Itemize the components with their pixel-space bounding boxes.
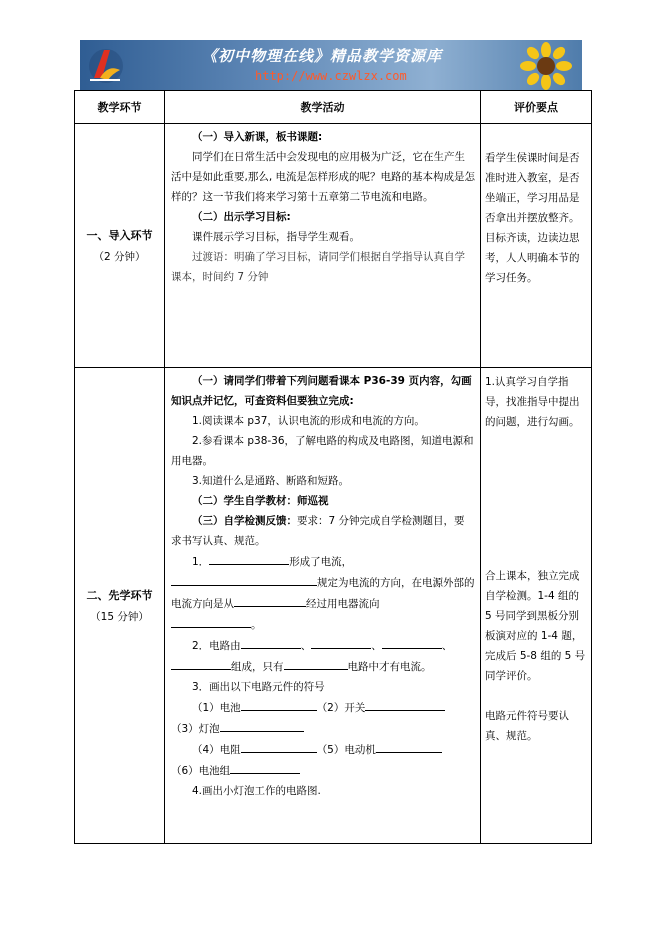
activity-text: 3．画出以下电路元件的符号 (192, 681, 325, 693)
question-text: 。 (251, 619, 262, 631)
stage-time: （15 分钟） (90, 611, 149, 623)
answer-blank (241, 635, 301, 649)
activity-text: 4.画出小灯泡工作的电路图. (192, 785, 321, 797)
fill-blank-question (171, 572, 475, 635)
symbol-label: （5）电动机 (316, 744, 376, 756)
answer-blank (284, 656, 348, 670)
question-text: 规定为电流的方向，在电源外部的电流方向是从 (171, 577, 475, 610)
answer-blank (171, 614, 251, 628)
question-text: 、 (371, 640, 382, 652)
table-header-row (75, 91, 592, 124)
stage-time: （2 分钟） (93, 251, 146, 263)
evaluation-text: 合上课本，独立完成自学检测。1-4 组的 5 号同学到黑板分别板演对应的 1-4 题，完成后 5-8 组的 5 号同学评价。 (485, 570, 586, 682)
site-logo-icon (86, 44, 126, 86)
activity-text: 1.阅读课本 p37，认识电流的形成和电流的方向。 (192, 415, 425, 427)
fill-blank-question (171, 635, 475, 656)
resource-banner (80, 40, 582, 90)
symbol-question (171, 739, 475, 760)
fill-blank-question (171, 656, 475, 677)
activity-text: 3.知道什么是通路、断路和短路。 (192, 475, 350, 487)
activity-text: 要求：7 分钟完成自学检测题目，要求书写认真、规范。 (171, 515, 465, 547)
answer-blank (365, 697, 445, 711)
answer-blank (230, 760, 300, 774)
activity-heading: （一）导入新课，板书课题: (192, 131, 323, 143)
evaluation-text: 电路元件符号要认真、规范。 (485, 710, 569, 742)
symbol-label: （6）电池组 (171, 765, 231, 777)
answer-blank (376, 739, 442, 753)
question-text: 2．电路由 (192, 640, 241, 652)
question-text: 经过用电器流向 (306, 598, 380, 610)
table-row (75, 124, 592, 368)
answer-blank (220, 718, 304, 732)
banner-url[interactable]: http://www.czwlzx.com (255, 69, 407, 83)
header-evaluation: 评价要点 (481, 91, 592, 124)
question-text: 、 (300, 640, 312, 652)
header-stage: 教学环节 (75, 91, 165, 124)
answer-blank (241, 697, 317, 711)
activity-heading: （一）请同学们带着下列问题看课本 P36-39 页内容，勾画知识点并记忆，可查资料但要独立完成: (171, 375, 472, 407)
activity-text: 课件展示学习目标，指导学生观看。 (192, 231, 360, 243)
activity-text: 2.参看课本 p38-36，了解电路的构成及电路图，知道电源和用电器。 (171, 435, 474, 467)
question-text: 组成，只有 (231, 661, 284, 673)
symbol-question (171, 760, 475, 781)
question-text: 电路中才有电流。 (347, 661, 432, 673)
activity-heading: （三）自学检测反馈： (192, 515, 297, 527)
evaluation-text: 1.认真学习自学指导，找准指导中提出的问题，进行勾画。 (485, 376, 580, 428)
answer-blank (311, 635, 371, 649)
answer-blank (209, 551, 289, 565)
question-text: 、 (441, 640, 453, 652)
question-text: 形成了电流， (289, 556, 353, 568)
activity-text (171, 511, 475, 551)
activity-cell (165, 124, 481, 368)
header-activity: 教学活动 (165, 91, 481, 124)
evaluation-cell (481, 124, 592, 368)
activity-heading: （二）学生自学教材：师巡视 (192, 495, 329, 507)
symbol-question (171, 718, 475, 739)
symbol-label: （2）开关 (316, 702, 366, 714)
stage-name: 二、先学环节 (86, 589, 153, 602)
banner-title: 《初中物理在线》精品教学资源库 (202, 47, 443, 65)
answer-blank (171, 572, 317, 586)
answer-blank (234, 593, 306, 607)
symbol-label: （1）电池 (192, 702, 241, 714)
stage-name: 一、导入环节 (86, 229, 153, 242)
table-row (75, 368, 592, 844)
question-number: 1． (192, 556, 210, 568)
evaluation-cell (481, 368, 592, 844)
stage-cell (75, 124, 165, 368)
lesson-plan-table (74, 90, 592, 844)
activity-text: 同学们在日常生活中会发现电的应用极为广泛，它在生产生活中是如此重要,那么, 电流是怎样形成的呢？电路的基本构成是怎样的？这一节我们将来学习第十五章第二节电流和电路。 (171, 151, 476, 203)
sunflower-icon (520, 42, 572, 90)
symbol-label: （4）电阻 (192, 744, 241, 756)
activity-heading: （二）出示学习目标: (192, 211, 291, 223)
evaluation-text: 看学生侯课时间是否准时进入教室，是否坐端正，学习用品是否拿出并摆放整齐。 (485, 152, 580, 224)
answer-blank (382, 635, 442, 649)
symbol-label: （3）灯泡 (171, 723, 220, 735)
answer-blank (171, 656, 231, 670)
activity-text: 过渡语：明确了学习目标，请同学们根据自学指导认真自学课本，时间约 7 分钟 (171, 251, 465, 283)
stage-cell (75, 368, 165, 844)
fill-blank-question (171, 551, 475, 572)
evaluation-text: 目标齐读，边读边思考，人人明确本节的学习任务。 (485, 232, 580, 284)
answer-blank (241, 739, 317, 753)
symbol-question (171, 697, 475, 718)
activity-cell (165, 368, 481, 844)
